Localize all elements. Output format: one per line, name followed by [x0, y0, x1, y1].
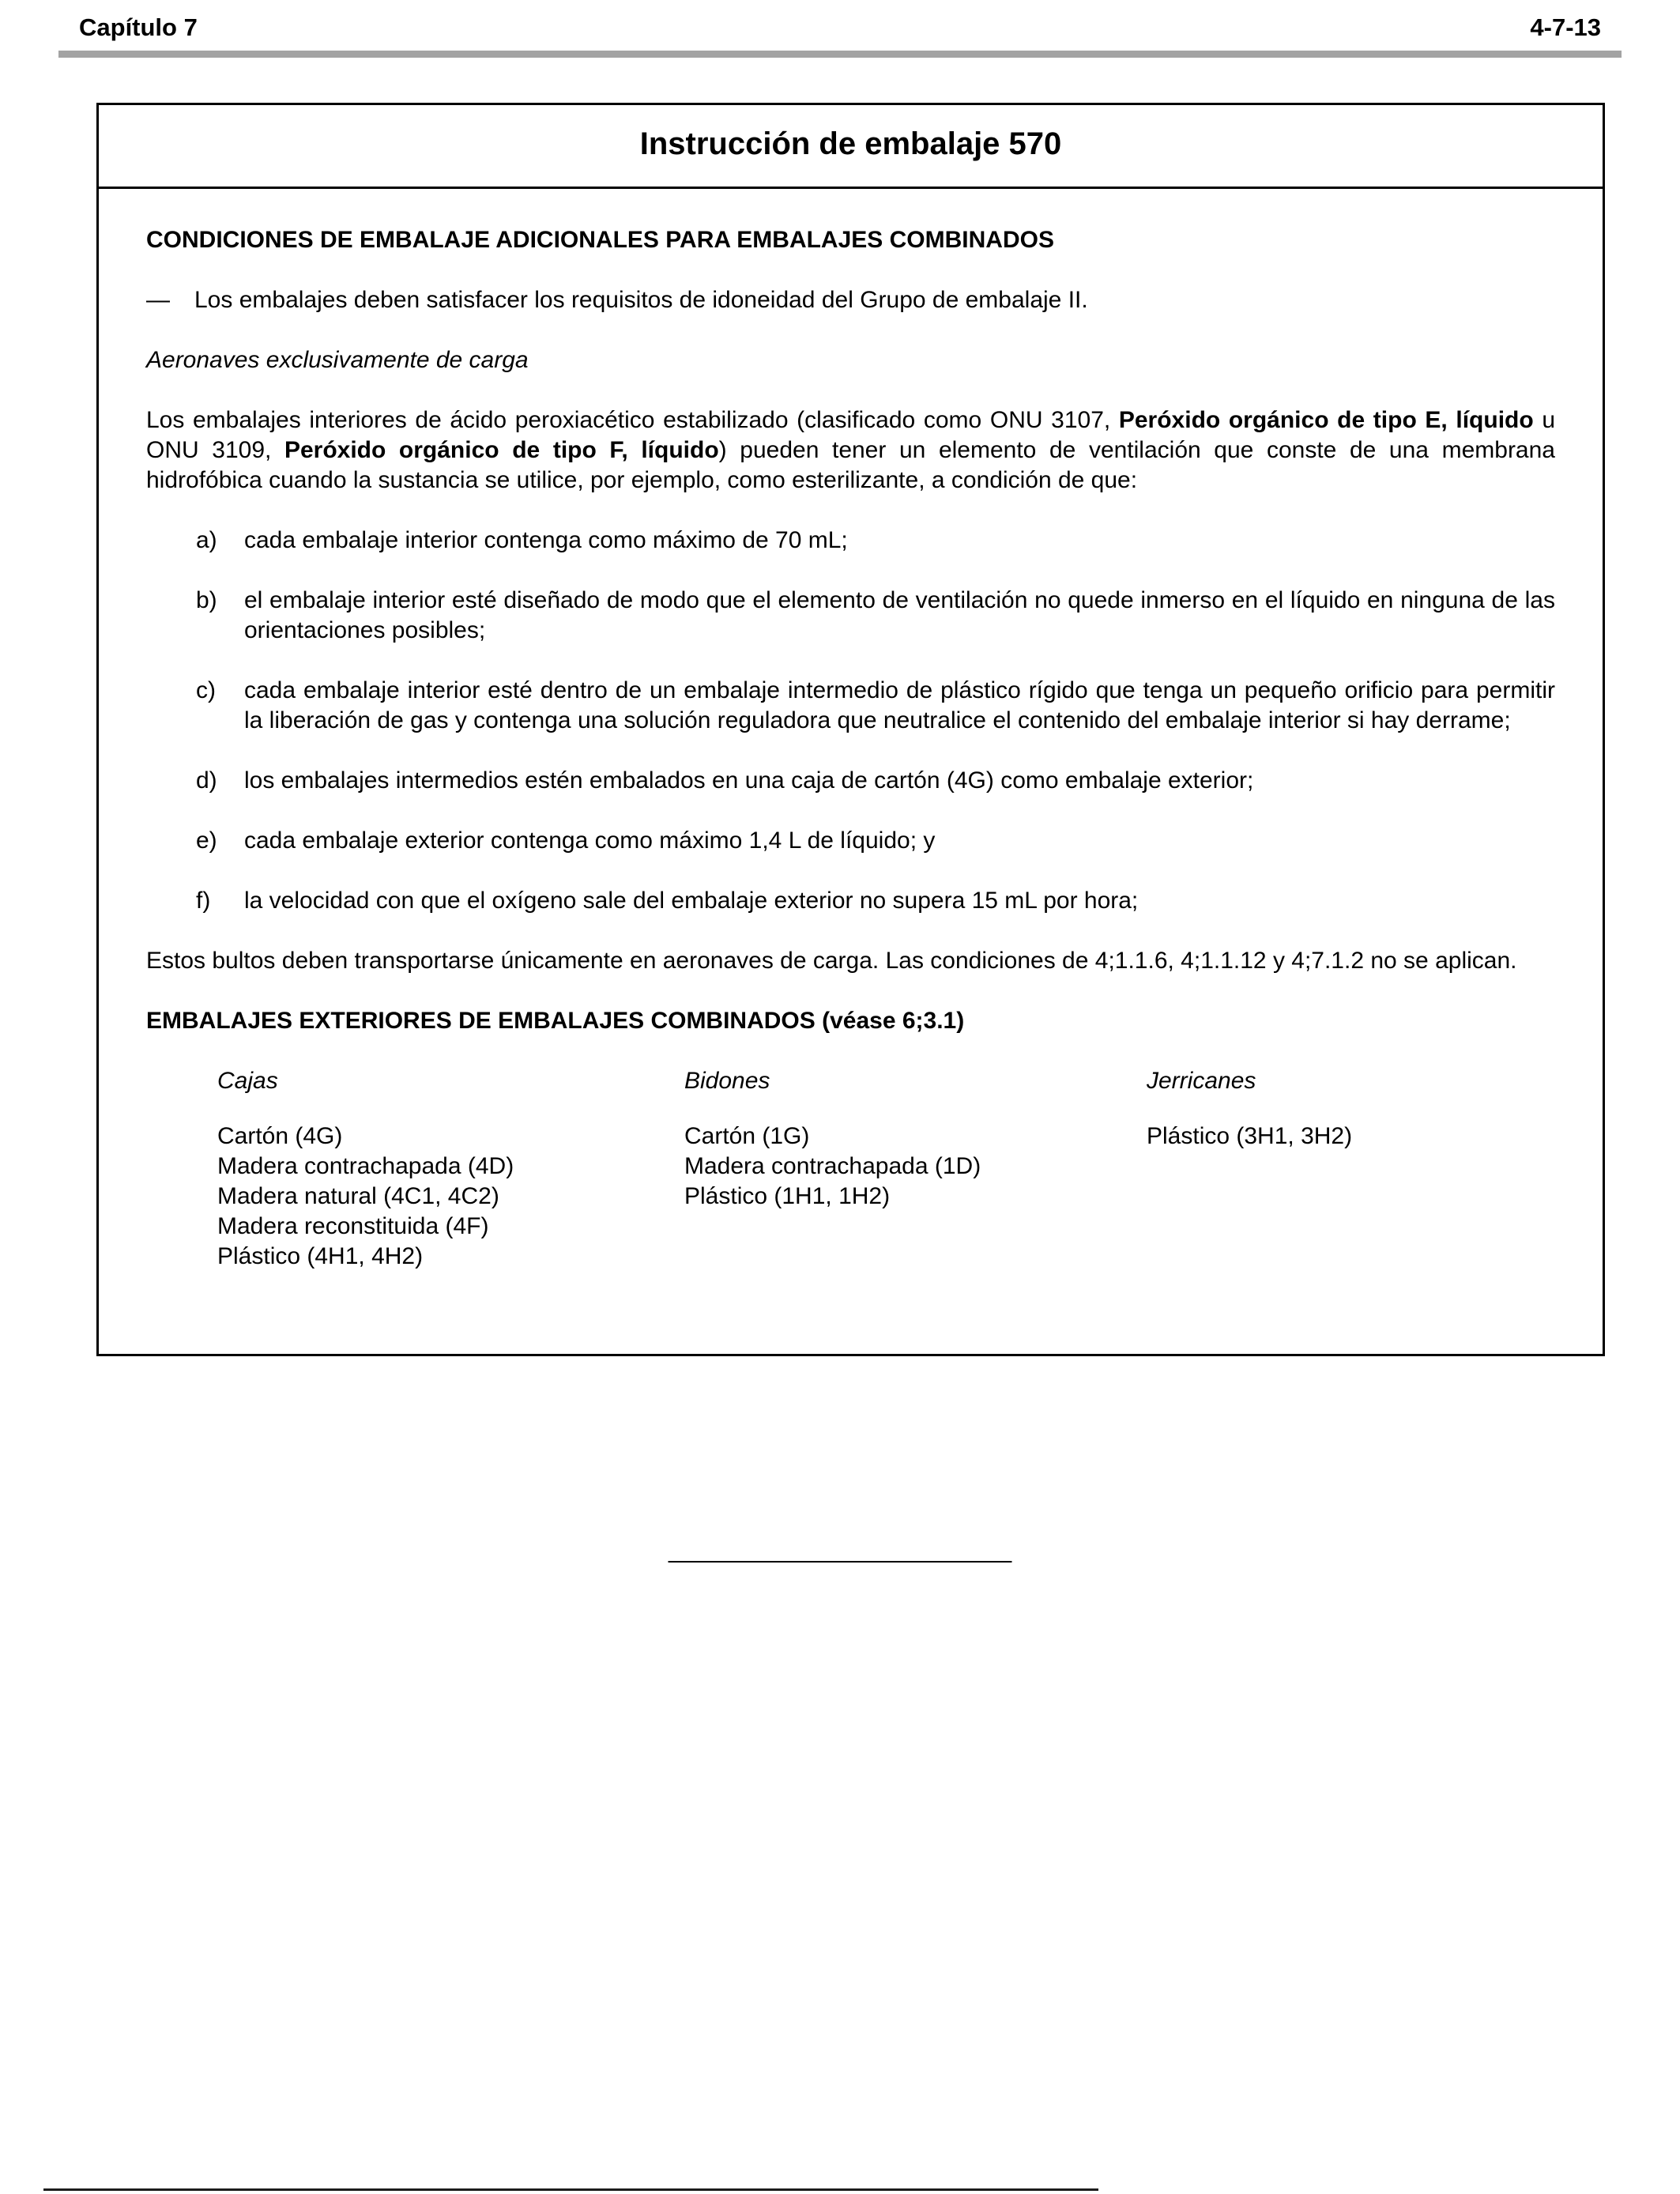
packing-instruction-box [96, 103, 1605, 1356]
column-header-cajas: Cajas [217, 1068, 278, 1094]
column-bidones [684, 1066, 1147, 1272]
header-rule [58, 51, 1622, 58]
list-item-a [196, 526, 1555, 556]
dash-bullet: — [146, 287, 170, 313]
list-item-b [196, 586, 1555, 646]
intro-paragraph [146, 405, 1555, 496]
list-item-text: la velocidad con que el oxígeno sale del embalaje exterior no supera 15 mL por hora; [244, 888, 1139, 914]
packaging-item: Madera contrachapada (1D) [684, 1153, 981, 1179]
outer-packagings-columns [217, 1066, 1555, 1272]
column-header-bidones: Bidones [684, 1068, 770, 1094]
packaging-item: Plástico (1H1, 1H2) [684, 1183, 891, 1209]
instruction-title: Instrucción de embalaje 570 [99, 105, 1603, 189]
list-item-e [196, 826, 1555, 856]
packaging-item: Cartón (4G) [217, 1123, 343, 1149]
cargo-aircraft-heading: Aeronaves exclusivamente de carga [146, 347, 529, 373]
page-number: 4-7-13 [1530, 13, 1601, 41]
list-item-label: e) [196, 827, 217, 854]
intro-bold-2: Peróxido orgánico de tipo F, líquido [284, 437, 719, 463]
dash-item-text: Los embalajes deben satisfacer los requisitos de idoneidad del Grupo de embalaje II. [194, 287, 1088, 313]
list-item-d [196, 766, 1555, 796]
packaging-item: Madera natural (4C1, 4C2) [217, 1183, 499, 1209]
list-item-text: cada embalaje exterior contenga como máximo 1,4 L de líquido; y [244, 827, 936, 854]
list-item-label: b) [196, 587, 217, 613]
packaging-item: Plástico (4H1, 4H2) [217, 1243, 424, 1269]
chapter-label: Capítulo 7 [79, 13, 198, 41]
conditions-heading: CONDICIONES DE EMBALAJE ADICIONALES PARA EMBALAJES COMBINADOS [146, 227, 1054, 253]
dash-item [146, 285, 1555, 315]
list-item-f [196, 886, 1555, 916]
list-item-label: c) [196, 677, 216, 703]
column-header-jerricanes: Jerricanes [1147, 1068, 1256, 1094]
column-jerricanes [1147, 1066, 1555, 1272]
list-item-c [196, 676, 1555, 736]
list-item-text: los embalajes intermedios estén embalados en una caja de cartón (4G) como embalaje exterior; [244, 767, 1254, 794]
packaging-item: Madera contrachapada (4D) [217, 1153, 514, 1179]
page-bottom-edge-line [43, 2188, 1098, 2191]
list-item-label: a) [196, 527, 217, 553]
list-item-text: el embalaje interior esté diseñado de modo que el elemento de ventilación no quede inmerso en el líquido en ninguna de las orientaciones posibles; [244, 587, 1555, 643]
instruction-body [99, 189, 1603, 1308]
page-header [79, 13, 1601, 43]
list-item-text: cada embalaje interior contenga como máximo de 70 mL; [244, 527, 848, 553]
list-item-label: d) [196, 767, 217, 794]
column-cajas [217, 1066, 684, 1272]
intro-part-3: ) pueden tener un elemento de ventilación que conste de una membrana hidrofóbica cuando la sustancia se utilice, por ejemplo, como esterilizante, a condición de que: [146, 437, 1555, 493]
packaging-item: Plástico (3H1, 3H2) [1147, 1123, 1353, 1149]
packaging-item: Madera reconstituida (4F) [217, 1213, 489, 1239]
list-item-text: cada embalaje interior esté dentro de un embalaje intermedio de plástico rígido que tenga un pequeño orificio para permitir la liberación de gas y contenga una solución reguladora que neutralice el contenido del embalaje interior si hay derrame; [244, 677, 1555, 733]
list-item-label: f) [196, 888, 211, 914]
closing-paragraph: Estos bultos deben transportarse únicamente en aeronaves de carga. Las condiciones de 4;1.1.6, 4;1.1.12 y 4;7.1.2 no se aplican. [146, 948, 1517, 974]
end-divider-line [669, 1561, 1012, 1563]
intro-part-1: Los embalajes interiores de ácido peroxiacético estabilizado (clasificado como ONU 3107, [146, 407, 1119, 433]
intro-part-2: u ONU 3109, [146, 407, 1556, 463]
intro-bold-1: Peróxido orgánico de tipo E, líquido [1118, 407, 1534, 433]
packaging-item: Cartón (1G) [684, 1123, 810, 1149]
outer-packagings-heading: EMBALAJES EXTERIORES DE EMBALAJES COMBINADOS (véase 6;3.1) [146, 1008, 965, 1034]
